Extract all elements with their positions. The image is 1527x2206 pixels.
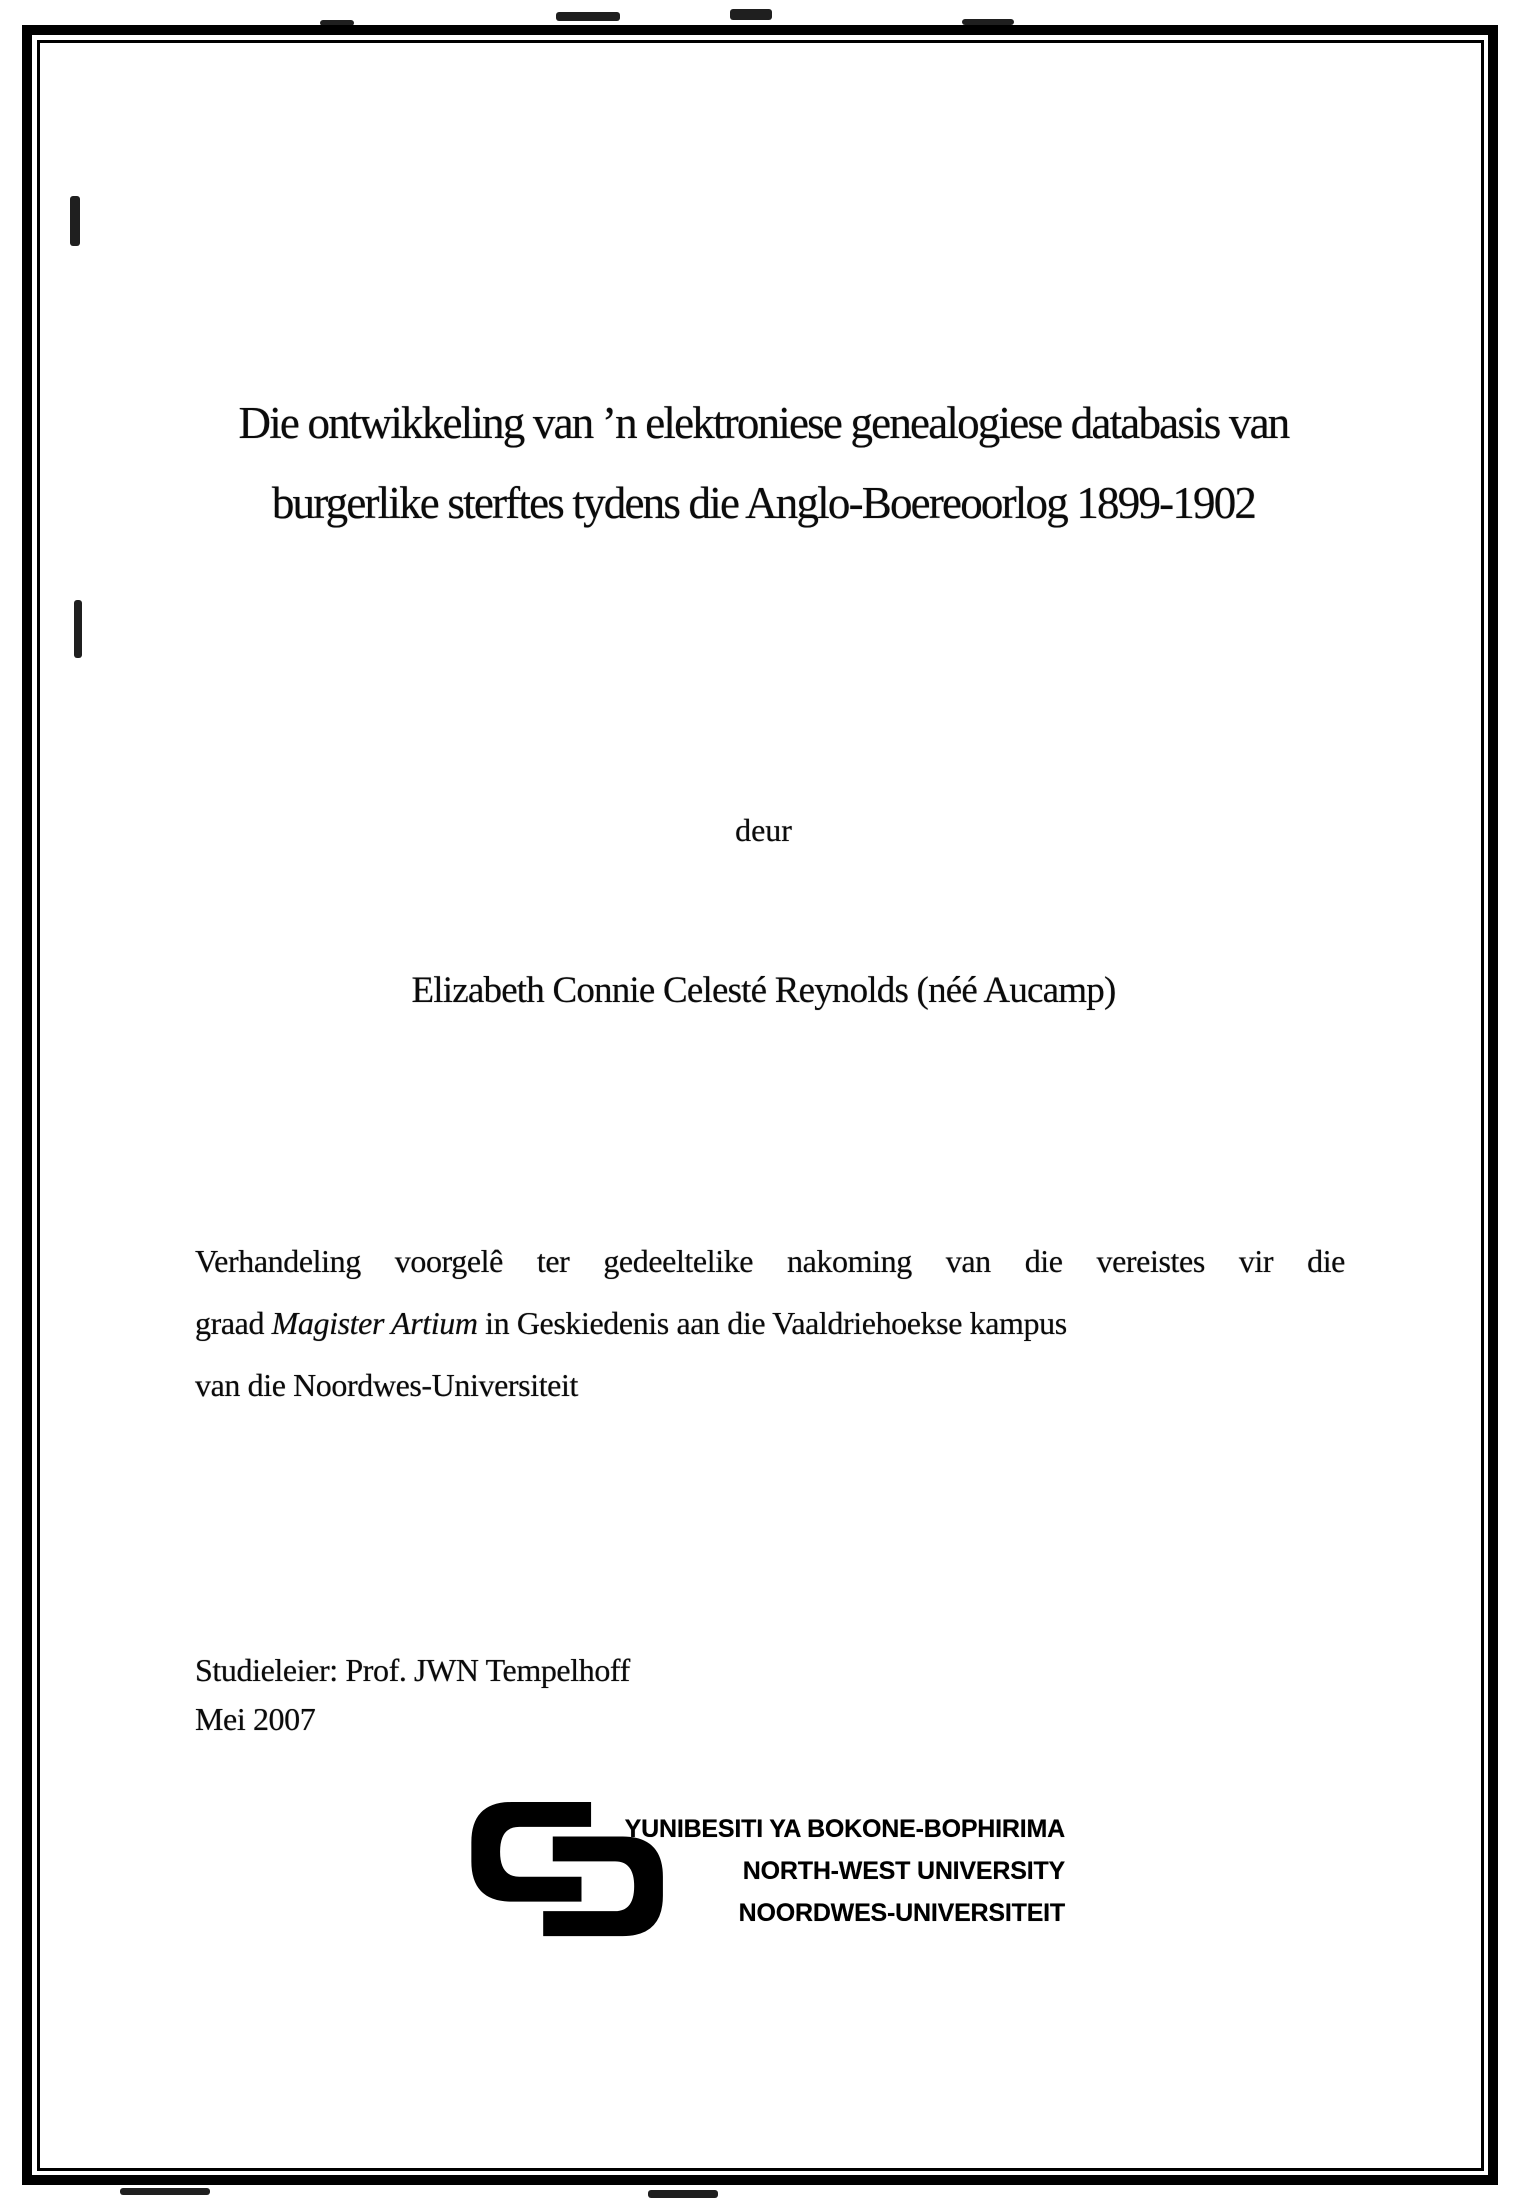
thesis-title-line1: Die ontwikkeling van ’n elektroniese genealogiese databasis van <box>238 398 1289 448</box>
supervisor-block <box>195 1646 630 1744</box>
logo-text-afrikaans: NOORDWES-UNIVERSITEIT <box>738 1899 1065 1927</box>
logo-text-english: NORTH-WEST UNIVERSITY <box>742 1857 1065 1885</box>
thesis-title-line2: burgerlike sterftes tydens die Anglo-Boereoorlog 1899-1902 <box>271 478 1256 528</box>
date-line: Mei 2007 <box>195 1701 316 1737</box>
scan-speck <box>962 19 1014 25</box>
scan-speck <box>1490 440 1498 470</box>
thesis-title <box>110 383 1417 543</box>
degree-statement-line2 <box>195 1292 1345 1354</box>
scan-speck <box>70 196 80 246</box>
scan-speck <box>648 2190 718 2198</box>
degree-statement <box>195 1230 1345 1416</box>
scan-speck <box>120 2188 210 2195</box>
degree-statement-line3: van die Noordwes-Universiteit <box>195 1367 578 1403</box>
scan-speck <box>730 9 772 20</box>
degree-statement-line2-pre: graad <box>195 1305 272 1341</box>
logo-text-setswana: YUNIBESITI YA BOKONE-BOPHIRIMA <box>624 1815 1065 1843</box>
scan-speck <box>74 600 82 658</box>
university-logo <box>470 1800 1070 1940</box>
scan-speck <box>556 12 620 21</box>
university-logo-text <box>578 1808 1065 1934</box>
scan-speck <box>320 20 354 26</box>
author-name: Elizabeth Connie Celesté Reynolds (néé Aucamp) <box>411 970 1116 1011</box>
degree-statement-line1: Verhandeling voorgelê ter gedeeltelike nakoming van die vereistes vir die <box>195 1243 1345 1279</box>
degree-statement-line2-post: in Geskiedenis aan die Vaaldriehoekse kampus <box>477 1305 1067 1341</box>
supervisor-line: Studieleier: Prof. JWN Tempelhoff <box>195 1652 630 1688</box>
byline: deur <box>735 812 792 848</box>
scan-speck <box>1489 88 1498 134</box>
degree-name-italic: Magister Artium <box>271 1305 478 1341</box>
